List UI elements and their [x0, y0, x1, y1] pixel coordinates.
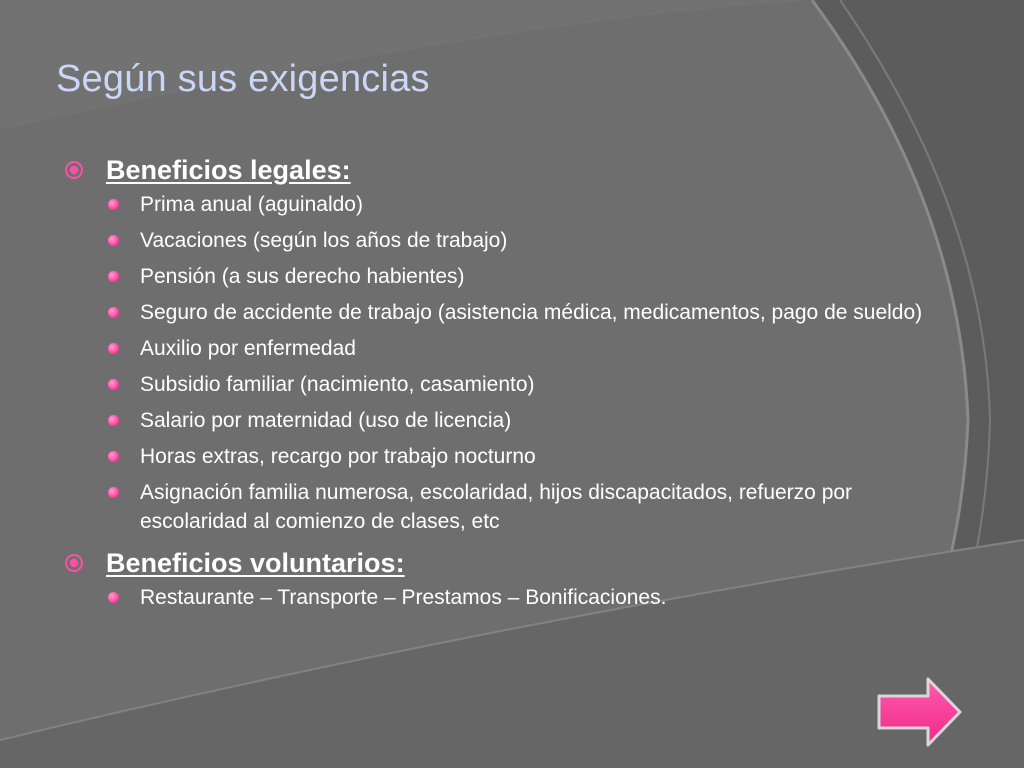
list-item-text: Asignación familia numerosa, escolaridad, hijos discapacitados, refuerzo por escolaridad al comienzo de clases, etc — [140, 481, 853, 533]
list-item — [106, 442, 924, 471]
list-item — [106, 370, 924, 399]
right-arrow-icon[interactable] — [876, 676, 964, 748]
pink-dot-icon — [108, 592, 119, 603]
bullet-list — [64, 583, 924, 612]
list-item-text: Pensión (a sus derecho habientes) — [140, 265, 465, 288]
section-heading: Beneficios voluntarios: — [106, 547, 405, 578]
section-beneficios-legales — [64, 150, 924, 536]
pink-dot-icon — [108, 451, 119, 462]
list-item-text: Salario por maternidad (uso de licencia) — [140, 409, 512, 432]
list-item-text: Vacaciones (según los años de trabajo) — [140, 229, 508, 252]
radio-circle-icon — [64, 553, 106, 573]
bullet-list — [64, 190, 924, 536]
list-item — [106, 478, 924, 536]
list-item — [106, 583, 924, 612]
section-beneficios-voluntarios — [64, 543, 924, 612]
pink-dot-icon — [108, 307, 119, 318]
list-item-text: Restaurante – Transporte – Prestamos – Bonificaciones. — [140, 586, 667, 609]
list-item-text: Auxilio por enfermedad — [140, 337, 356, 360]
pink-dot-icon — [108, 487, 119, 498]
pink-dot-icon — [108, 271, 119, 282]
list-item-text: Seguro de accidente de trabajo (asistencia médica, medicamentos, pago de sueldo) — [140, 301, 923, 324]
list-item-text: Subsidio familiar (nacimiento, casamiento) — [140, 373, 535, 396]
slide-content — [64, 150, 924, 619]
list-item-text: Horas extras, recargo por trabajo nocturno — [140, 445, 536, 468]
list-item — [106, 406, 924, 435]
list-item — [106, 190, 924, 219]
list-item — [106, 334, 924, 363]
radio-circle-icon — [64, 160, 106, 180]
pink-dot-icon — [108, 343, 119, 354]
list-item-text: Prima anual (aguinaldo) — [140, 193, 363, 216]
pink-dot-icon — [108, 235, 119, 246]
list-item — [106, 226, 924, 255]
list-item — [106, 262, 924, 291]
list-item — [106, 298, 924, 327]
pink-dot-icon — [108, 199, 119, 210]
slide-title: Según sus exigencias — [56, 58, 430, 100]
section-heading-row — [64, 543, 924, 583]
section-heading: Beneficios legales: — [106, 154, 351, 185]
section-heading-row — [64, 150, 924, 190]
pink-dot-icon — [108, 415, 119, 426]
pink-dot-icon — [108, 379, 119, 390]
